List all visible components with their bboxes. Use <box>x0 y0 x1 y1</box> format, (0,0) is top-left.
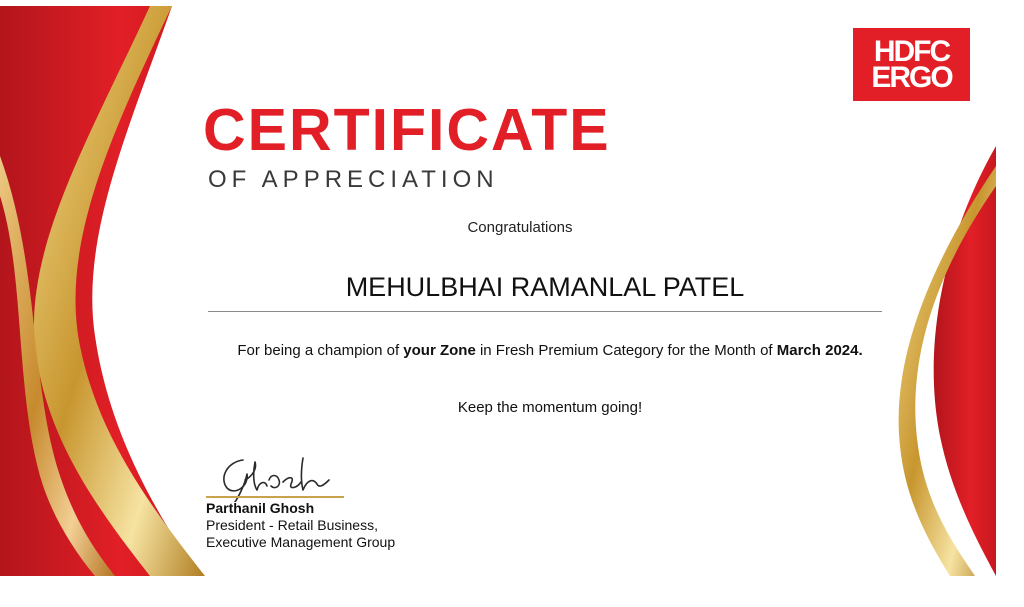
name-underline <box>208 311 882 312</box>
citation-mid: in Fresh Premium Category for the Month of <box>475 342 777 359</box>
certificate-title: CERTIFICATE <box>203 97 611 163</box>
citation-text <box>210 341 890 360</box>
certificate-subtitle: OF APPRECIATION <box>208 166 499 193</box>
momentum-text: Keep the momentum going! <box>457 399 643 416</box>
citation-pre: For being a champion of <box>237 342 404 359</box>
recipient-name: MEHULBHAI RAMANLAL PATEL <box>345 272 745 302</box>
signatory-title-2: Executive Management Group <box>206 534 396 550</box>
signatory-title-1: President - Retail Business, <box>206 517 378 533</box>
logo-line-2: ERGO <box>871 60 952 94</box>
certificate <box>0 6 996 576</box>
congratulations-text: Congratulations <box>467 219 573 236</box>
signature-line <box>206 496 344 498</box>
logo-line-1: HDFC <box>873 34 950 68</box>
citation-month: March 2024. <box>776 342 863 359</box>
hdfc-ergo-logo <box>853 28 970 101</box>
citation-zone: your Zone <box>403 342 476 359</box>
signatory-block <box>206 500 395 551</box>
handwritten-signature <box>205 450 345 502</box>
signatory-name: Parthanil Ghosh <box>206 500 315 516</box>
